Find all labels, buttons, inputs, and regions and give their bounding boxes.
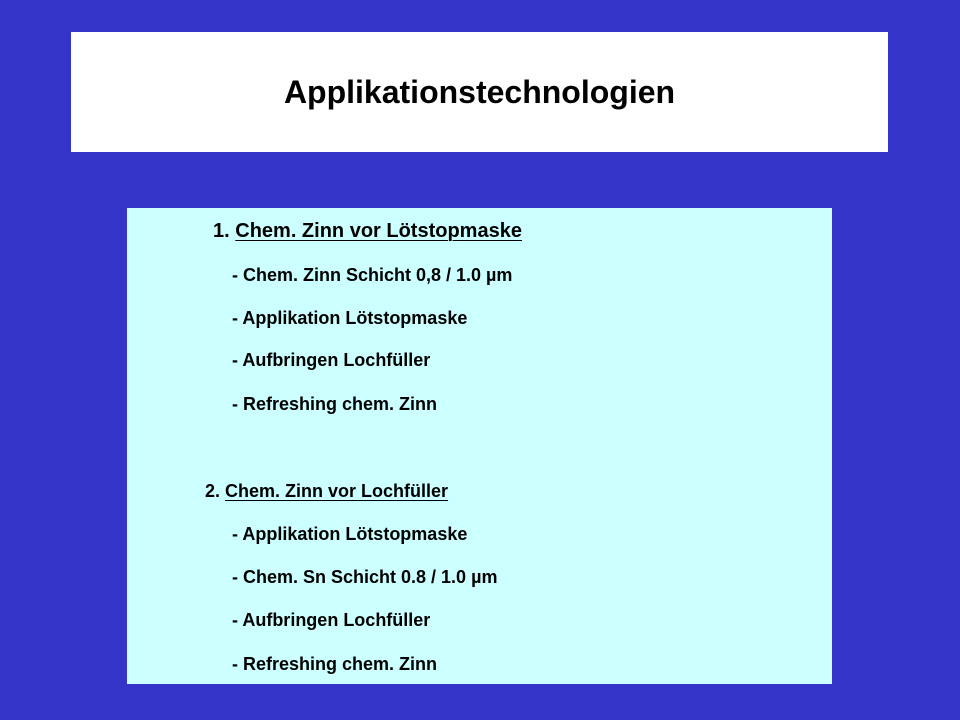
section-1-number: 1.	[213, 220, 230, 242]
section-1-item-4: - Refreshing chem. Zinn	[232, 394, 438, 414]
section-2-item-1: - Applikation Lötstopmaske	[232, 524, 468, 544]
section-1-item-1: - Chem. Zinn Schicht 0,8 / 1.0 µm	[232, 265, 513, 285]
title-box	[71, 32, 888, 152]
section-2-title: Chem. Zinn vor Lochfüller	[225, 481, 449, 501]
section-1-heading	[213, 220, 522, 243]
section-1-item-3: - Aufbringen Lochfüller	[232, 350, 431, 370]
slide-title: Applikationstechnologien	[283, 73, 676, 110]
section-2-heading	[205, 481, 448, 502]
section-2-item-4: - Refreshing chem. Zinn	[232, 654, 438, 674]
content-box	[127, 208, 832, 684]
section-1-title: Chem. Zinn vor Lötstopmaske	[235, 220, 522, 242]
section-1-item-2: - Applikation Lötstopmaske	[232, 308, 468, 328]
section-2-number: 2.	[205, 481, 221, 501]
section-2-item-2: - Chem. Sn Schicht 0.8 / 1.0 µm	[232, 567, 498, 587]
section-2-item-3: - Aufbringen Lochfüller	[232, 610, 431, 630]
